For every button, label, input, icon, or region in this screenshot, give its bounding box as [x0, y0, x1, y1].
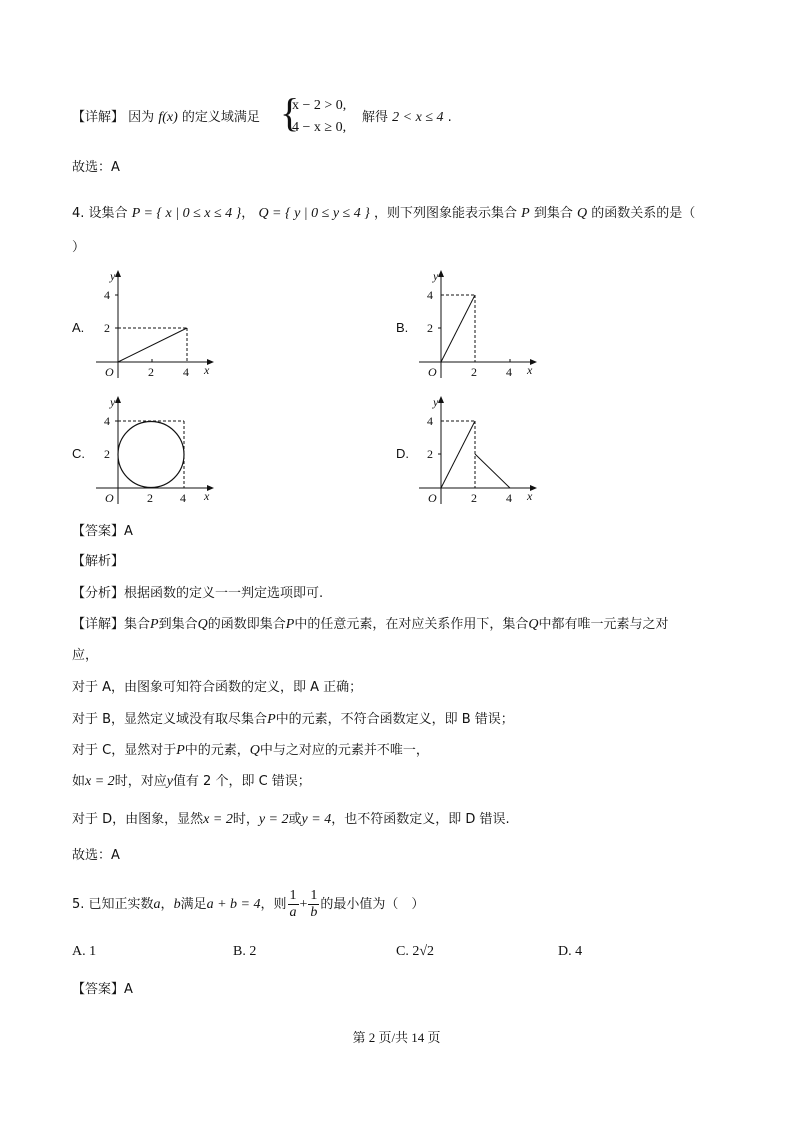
q4-xiangjie [72, 615, 668, 635]
numerator: 1 [289, 888, 297, 903]
q4-option-c-analysis [72, 741, 429, 761]
text: 中的任意元素，在对应关系作用下，集合 [294, 617, 529, 632]
text: 中的元素，不符合函数定义，即 B 错误； [275, 712, 514, 727]
q4-text: 到集合 [533, 206, 573, 221]
graph-a [90, 268, 220, 383]
q4-text: 的函数关系的是（ [591, 206, 696, 221]
q4-analysis: 【解析】 [72, 554, 125, 569]
q5-stem [72, 888, 424, 922]
var-p: P [521, 206, 530, 221]
var-q: Q [197, 617, 208, 632]
q5-option-c [396, 944, 434, 960]
text: 时，对应 [114, 774, 167, 789]
var-q: Q [577, 206, 588, 221]
tick-2: 2 [427, 447, 433, 461]
text: 如 [72, 774, 86, 789]
q4-final: 故选：A [72, 848, 120, 863]
option-a-label: A. [72, 320, 85, 335]
q4-answer: 【答案】A [72, 524, 133, 539]
text: 中与之对应的元素并不唯一， [259, 743, 429, 758]
page-footer: 第 2 页/共 14 页 [352, 1030, 441, 1045]
y-label: y [110, 395, 116, 409]
y-label: y [110, 269, 116, 283]
fenxi-tag: 【分析】 [72, 586, 125, 601]
tick-4: 4 [506, 491, 512, 505]
q4-text: ，则下列图象能表示集合 [373, 206, 517, 221]
system-line-1: x − 2 > 0, [292, 98, 347, 113]
tick-2: 2 [104, 321, 110, 335]
set-p: P = { x | 0 ≤ x ≤ 4 } [131, 206, 242, 221]
text: 对于 B，显然定义域没有取尽集合 [72, 712, 268, 727]
graph-c [90, 394, 220, 509]
result-expr: 2 < x ≤ 4 [392, 110, 444, 125]
tick-2: 2 [471, 365, 477, 379]
tick-2: 2 [104, 447, 110, 461]
text: 中的元素， [184, 743, 250, 758]
q4-sep: ， [241, 206, 255, 221]
tick-4: 4 [183, 365, 189, 379]
fenxi-text: 根据函数的定义一一判定选项即可. [124, 586, 324, 601]
origin-label: O [428, 491, 437, 505]
x-label: x [527, 489, 533, 503]
graph-d [413, 394, 543, 509]
option-c-label: C. [396, 944, 409, 959]
numerator: 1 [310, 888, 318, 903]
text: ， [160, 897, 174, 912]
q4-option-b-analysis [72, 710, 514, 730]
option-c-value: 2√2 [412, 944, 435, 959]
tick-2: 2 [147, 491, 153, 505]
text: 对于 D，由图象，显然 [72, 812, 204, 827]
option-d-label: D. [396, 446, 409, 461]
condition: a + b = 4 [206, 897, 261, 912]
q5-option-b: B. 2 [233, 944, 257, 959]
text: 的最小值为（ ） [320, 897, 425, 912]
x-label: x [527, 363, 533, 377]
y-label: y [433, 269, 439, 283]
var-p: P [285, 617, 295, 632]
option-b-label: B. [396, 320, 409, 335]
var-p: P [267, 712, 276, 727]
text: ，则 [260, 897, 287, 912]
x-label: x [204, 363, 210, 377]
fx-expr: f(x) [158, 110, 178, 125]
var-q: Q [249, 743, 260, 758]
origin-label: O [428, 365, 437, 379]
tick-2: 2 [471, 491, 477, 505]
origin-label: O [105, 365, 114, 379]
option-c-label: C. [72, 446, 85, 461]
tick-2: 2 [148, 365, 154, 379]
text: 对于 C，显然对于 [72, 743, 177, 758]
explain-text: 的定义域满足 [181, 110, 260, 125]
text: 时， [232, 812, 259, 827]
xiangjie-tag: 【详解】 [72, 617, 125, 632]
tick-4: 4 [104, 414, 110, 428]
text: 集合 [124, 617, 151, 632]
fraction-1-over-a [288, 888, 299, 921]
q4-example [72, 772, 311, 792]
var-a: a [153, 897, 161, 912]
top-explanation [72, 108, 260, 128]
explain-tag: 【详解】 [72, 110, 125, 125]
explain-text: 解得 [362, 110, 389, 125]
tick-4: 4 [104, 288, 110, 302]
q4-fenxi [72, 584, 323, 604]
var-b: b [173, 897, 181, 912]
top-result [362, 108, 452, 128]
q5-option-a: A. 1 [72, 944, 97, 959]
q4-text: 4. 设集合 [72, 206, 128, 221]
text: 中都有唯一元素与之对 [538, 617, 669, 632]
math-x2: x = 2 [85, 774, 115, 789]
var-p: P [176, 743, 185, 758]
tick-4: 4 [427, 288, 433, 302]
math-y4: y = 4 [301, 812, 332, 827]
q4-option-d-analysis [72, 810, 510, 830]
q5-option-d: D. 4 [558, 944, 583, 959]
system-line-2: 4 − x ≥ 0, [292, 120, 347, 135]
graph-b [413, 268, 543, 383]
brace: { [280, 90, 300, 135]
tick-2: 2 [427, 321, 433, 335]
y-label: y [433, 395, 439, 409]
q4-stem [72, 204, 695, 224]
tick-4: 4 [506, 365, 512, 379]
q4-option-a-analysis: 对于 A，由图象可知符合函数的定义，即 A 正确； [72, 680, 363, 695]
var-p: P [150, 617, 159, 632]
tick-4: 4 [180, 491, 186, 505]
q4-xiangjie-cont: 应， [72, 648, 99, 663]
var-q: Q [528, 617, 539, 632]
text: ，也不符函数定义，即 D 错误. [331, 812, 510, 827]
explain-text: 因为 [128, 110, 155, 125]
text: 或 [288, 812, 302, 827]
math-x2: x = 2 [203, 812, 233, 827]
text: 到集合 [158, 617, 198, 632]
denominator: a [289, 905, 297, 920]
text: 5. 已知正实数 [72, 897, 154, 912]
plus-sign: + [299, 897, 308, 912]
tick-4: 4 [427, 414, 433, 428]
q5-answer: 【答案】A [72, 982, 133, 997]
q4-close: ） [72, 240, 86, 255]
text: 满足 [180, 897, 207, 912]
x-label: x [204, 489, 210, 503]
text: 的函数即集合 [207, 617, 286, 632]
origin-label: O [105, 491, 114, 505]
fraction-1-over-b [308, 888, 319, 921]
set-q: Q = { y | 0 ≤ y ≤ 4 } [258, 206, 370, 221]
math-y2: y = 2 [258, 812, 289, 827]
var-y: y [166, 774, 173, 789]
text: 值有 2 个，即 C 错误； [172, 774, 311, 789]
answer-prev: 故选：A [72, 160, 120, 175]
explain-end: . [447, 110, 452, 125]
denominator: b [310, 905, 318, 920]
